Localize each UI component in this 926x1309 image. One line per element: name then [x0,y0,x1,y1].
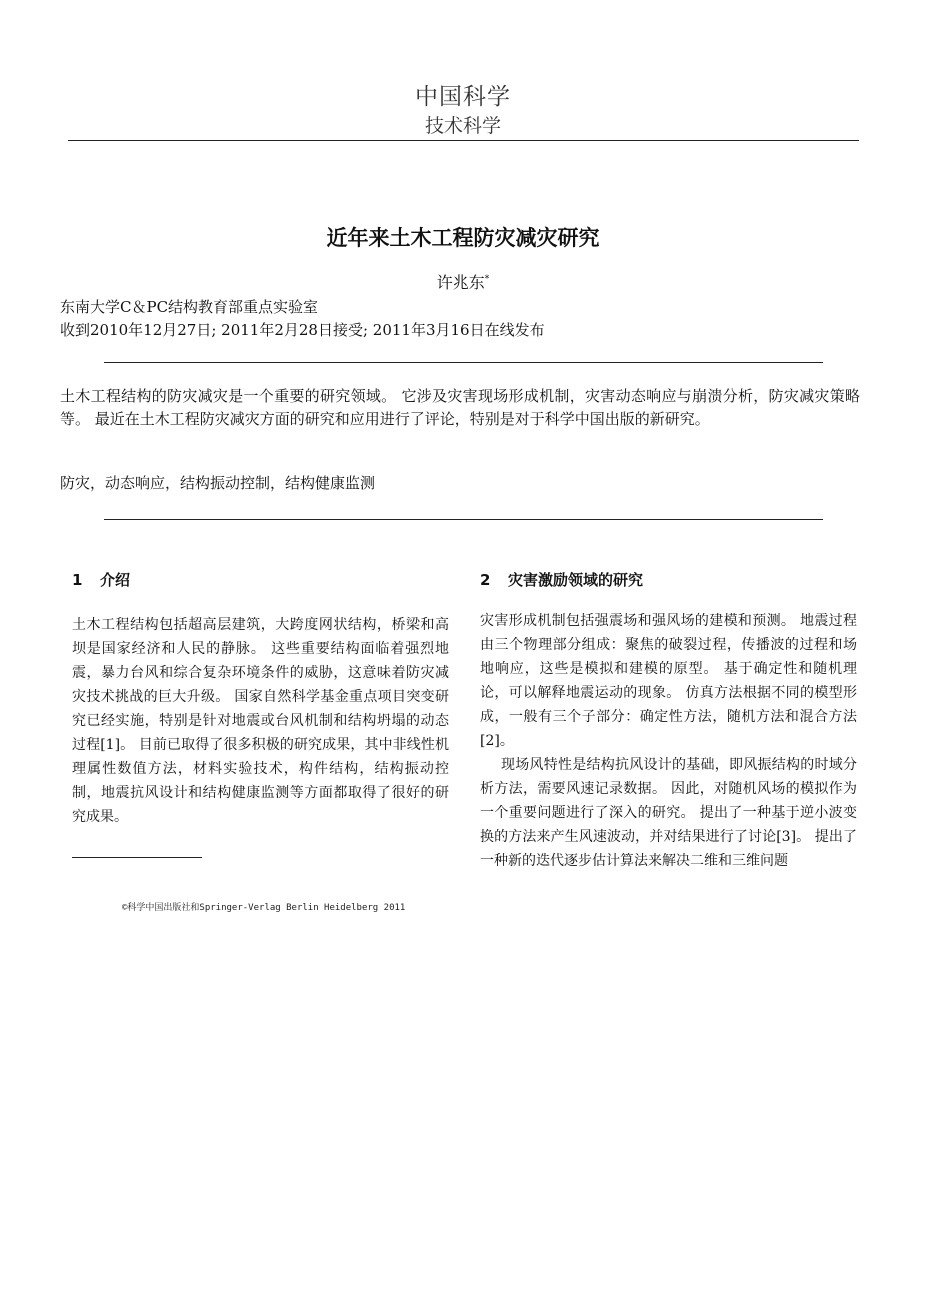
copyright-notice: ©科学中国出版社和Springer-Verlag Berlin Heidelberg 2011 [122,903,406,913]
header-rule [68,140,859,141]
paragraph: 土木工程结构包括超高层建筑，大跨度网状结构，桥梁和高坝是国家经济和人民的静脉。 这些重要结构面临着强烈地震，暴力台风和综合复杂环境条件的威胁，这意味着防灾减灾技术挑战的巨大升级。 国家自然科学基金重点项目突变研究已经实施，特别是针对地震或台风机制和结构坍塌的动态过程[1]。 目前已取得了很多积极的研究成果，其中非线性机理属性数值方法，材料实验技术，构件结构，结构振动控制，地震抗风设计和结构健康监测等方面都取得了很好的研究成果。 [72,617,449,825]
author-name: 许兆东 [436,273,485,292]
section-title: 灾害激励领域的研究 [508,571,644,589]
journal-series: 技术科学 [424,115,501,137]
section-1-body [72,613,449,829]
section-number: 1 [72,571,83,589]
paragraph: 灾害形成机制包括强震场和强风场的建模和预测。 地震过程由三个物理部分组成：聚焦的破裂过程，传播波的过程和场地响应，这些是模拟和建模的原型。 基于确定性和随机理论，可以解释地震运动的现象。 仿真方法根据不同的模型形成，一般有三个子部分：确定性方法，随机方法和混合方法[2]。 [480,613,857,749]
article-title: 近年来土木工程防灾减灾研究 [326,226,600,250]
keywords: 防灾，动态响应，结构振动控制，结构健康监测 [60,474,376,492]
affiliation: 东南大学C＆PC结构教育部重点实验室 [60,298,319,316]
author-line [0,270,926,293]
journal-name: 中国科学 [415,84,511,110]
article-history: 收到2010年12月27日; 2011年2月28日接受; 2011年3月16日在线发布 [60,321,545,339]
abstract: 土木工程结构的防灾减灾是一个重要的研究领域。 它涉及灾害现场形成机制，灾害动态响应与崩溃分析，防灾减灾策略等。 最近在土木工程防灾减灾方面的研究和应用进行了评论，特别是对于科学中国出版的新研究。 [60,387,860,428]
abstract-bottom-rule [104,519,823,520]
section-number: 2 [480,571,491,589]
author-mark: * [484,274,490,285]
paragraph: 现场风特性是结构抗风设计的基础，即风振结构的时域分析方法，需要风速记录数据。 因此，对随机风场的模拟作为一个重要问题进行了深入的研究。 提出了一种基于逆小波变换的方法来产生风速波动，并对结果进行了讨论[3]。 提出了一种新的迭代逐步估计算法来解决二维和三维问题 [480,757,857,869]
section-2-body [480,609,857,873]
footnote-rule [72,857,202,858]
abstract-top-rule [104,362,823,363]
section-title: 介绍 [100,571,131,589]
section-2-heading [480,569,643,590]
section-1-heading [72,569,130,590]
